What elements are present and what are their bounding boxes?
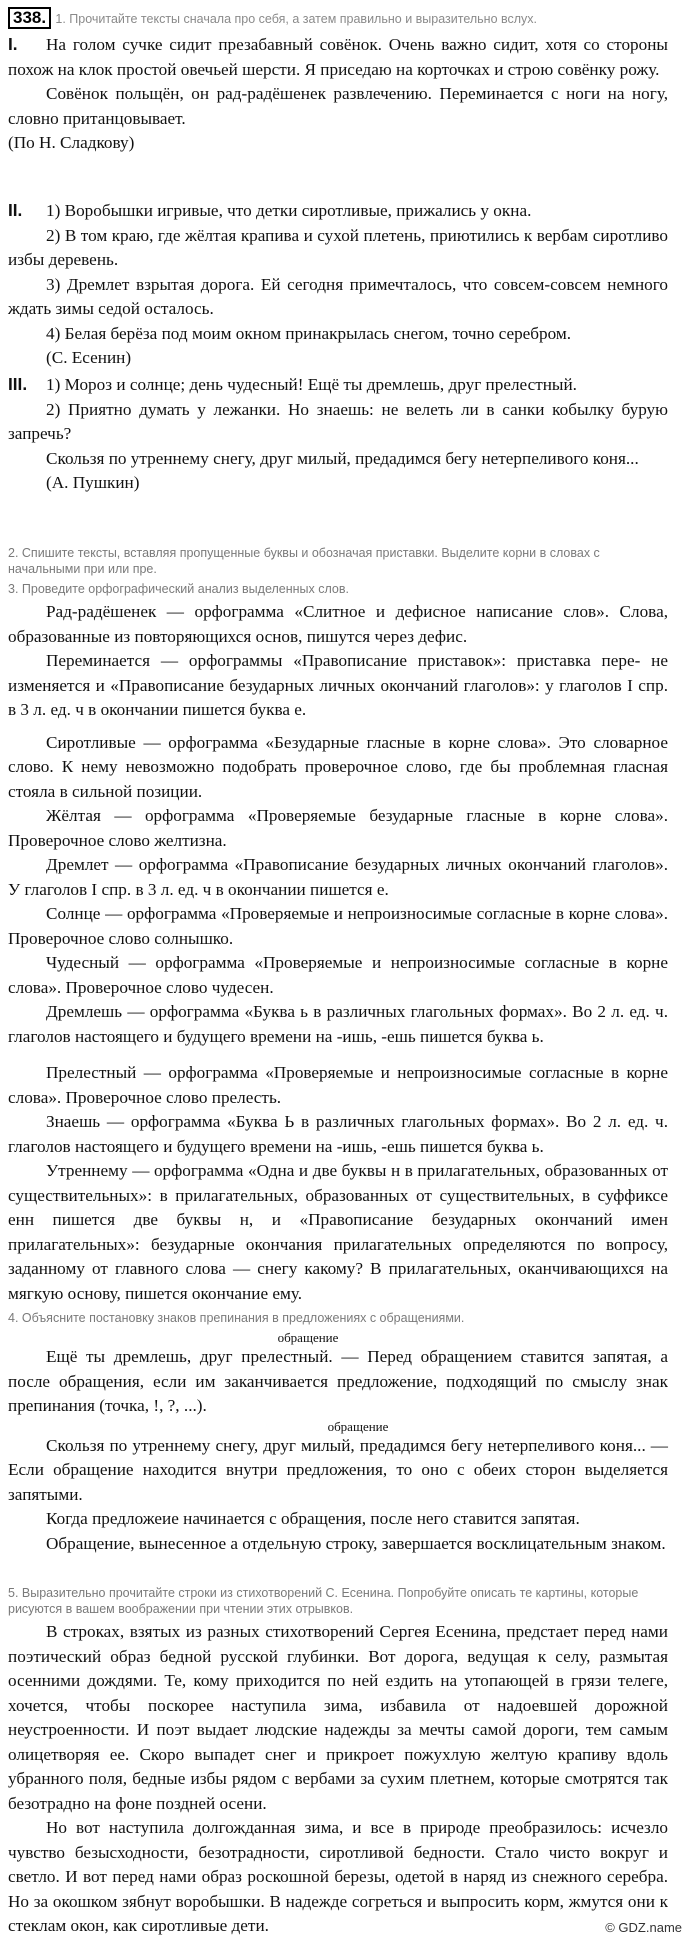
address-label: обращение: [327, 1418, 389, 1434]
analysis-item: Чудесный — орфограмма «Проверяемые и непроизносимые согласные в корне слова». Проверочное слово чудесен.: [8, 953, 668, 997]
exercise-number: 338.: [8, 7, 51, 29]
text-1-paragraph-1: На голом сучке сидит презабавный совёнок. Очень важно сидит, хотя со стороны похож на клок простой овечьей шерсти. Я приседаю на корточках и строю совёнку рожу.: [8, 35, 668, 79]
text-2: [8, 198, 668, 371]
watermark: © GDZ.name: [605, 1920, 682, 1935]
text-3: [8, 372, 668, 496]
analysis-item: Рад-радёшенек — орфограмма «Слитное и дефисное написание слов». Слова, образованные из повторяющихся основ, пишутся через дефис.: [8, 602, 668, 646]
text-2-label: II.: [8, 200, 23, 220]
exercise-header: [8, 6, 668, 32]
analysis-item: Солнце — орфограмма «Проверяемые и непроизносимые согласные в корне слова». Проверочное слово солнышко.: [8, 904, 668, 948]
analysis-item: Жёлтая — орфограмма «Проверяемые безударные гласные в корне слова». Проверочное слово желтизна.: [8, 806, 668, 850]
text-2-author: (С. Есенин): [46, 348, 132, 367]
text-3-label: III.: [8, 374, 28, 394]
analysis-item: Переминается — орфограммы «Правописание приставок»: приставка пере- не изменяется и «Правописание безударных личных окончаний глаголов»: у глаголов I спр. в 3 л. ед. ч в окончании пишется буква е.: [8, 651, 668, 719]
analysis-item: Дремлет — орфограмма «Правописание безударных личных окончаний глаголов». У глаголов I спр. в 3 л. ед. ч в окончании пишется е.: [8, 855, 668, 899]
text-2-line-4: 4) Белая берёза под моим окном принакрылась снегом, точно серебром.: [46, 323, 572, 343]
task-5: 5. Выразительно прочитайте строки из стихотворений С. Есенина. Попробуйте описать те картины, которые рисуются в вашем воображении при чтении этих отрывков.: [8, 1586, 639, 1616]
analysis-item: Прелестный — орфограмма «Проверяемые и непроизносимые согласные в корне слова». Проверочное слово прелесть.: [8, 1063, 668, 1107]
punctuation-rule-3: Когда предложеие начинается с обращения, после него ставится запятая.: [46, 1509, 580, 1528]
text-1-paragraph-2: Совёнок польщён, он рад-радёшенек развлечению. Переминается с ноги на ногу, словно пританцовывает.: [8, 84, 668, 128]
text-3-author: (А. Пушкин): [46, 473, 140, 492]
punctuation-block: [8, 1330, 668, 1556]
task-1: 1. Прочитайте тексты сначала про себя, а затем правильно и выразительно вслух.: [55, 12, 538, 26]
text-1: [8, 32, 668, 156]
task-4: 4. Объясните постановку знаков препинания в предложениях с обращениями.: [8, 1311, 465, 1325]
essay-block: [8, 1620, 668, 1939]
text-3-line-3: Скользя по утреннему снегу, друг милый, предадимся бегу нетерпеливого коня...: [46, 448, 639, 468]
analysis-item: Сиротливые — орфограмма «Безударные гласные в корне слова». Это словарное слово. К нему невозможно подобрать проверочное слово, где бы проблемная гласная стояла в сильной позиции.: [8, 732, 668, 801]
analysis-block: [8, 600, 668, 1306]
task-2: 2. Спишите тексты, вставляя пропущенные буквы и обозначая приставки. Выделите корни в словах с начальными при или пре.: [8, 546, 600, 576]
analysis-item: Утреннему — орфограмма «Одна и две буквы н в прилагательных, образованных от существительных»: в прилагательных, образованных от существительных, в суффиксе енн пишется две буквы н, и «Правописание безударных окончаний имен прилагательных»: безударные окончания прилагательных определяются по вопросу, заданному от главного слова — снегу какому? В прилагательных, оканчивающихся на мягкую основу, пишется окончание ему.: [8, 1161, 668, 1303]
analysis-item: Дремлешь — орфограмма «Буква ь в различных глагольных формах». Во 2 л. ед. ч. глаголов настоящего и будущего времени на -ишь, -ешь пишется буква ь.: [8, 1002, 668, 1046]
punctuation-rule-4: Обращение, вынесенное а отдельную строку, завершается восклицательным знаком.: [46, 1533, 666, 1553]
punctuation-example-1: Ещё ты дремлешь, друг прелестный. — Перед обращением ставится запятая, а после обращения, если им заканчивается предложение, подходящий по смыслу знак препинания (точка, !, ?, ...).: [8, 1347, 668, 1415]
essay-paragraph-1: В строках, взятых из разных стихотворений Сергея Есенина, предстает перед нами поэтический образ бедной русской глубинки. Вот дорога, ведущая к селу, размытая осенними дождями. Те, кому приходится по ней ездить на утопающей в грязи телеге, хочется, чтобы поскорее наступила зима, избавила от надоевшей дорожной неустроенности. И поэт выдает людские надежды за мечты самой дороги, тем самым олицетворяя ее. Скоро выпадет снег и прикроет пожухлую желтую крапиву вдоль убранного поля, бедные избы рядом с вербами за сухим плетнем, которые смотрятся так безотрадно на фоне поздней осени.: [8, 1622, 668, 1813]
punctuation-example-2: Скользя по утреннему снегу, друг милый, предадимся бегу нетерпеливого коня... — Если обращение находится внутри предложения, то оно с обеих сторон выделяется запятыми.: [8, 1435, 668, 1504]
text-3-line-2: 2) Приятно думать у лежанки. Но знаешь: не велеть ли в санки кобылку бурую запречь?: [8, 399, 668, 443]
text-1-label: I.: [8, 34, 18, 54]
text-2-line-3: 3) Дремлет взрытая дорога. Ей сегодня примечталось, что совсем-совсем немного ждать зимы седой осталось.: [8, 274, 668, 318]
task-3: 3. Проведите орфографический анализ выделенных слов.: [8, 582, 349, 596]
text-2-line-1: 1) Воробышки игривые, что детки сиротливые, прижались у окна.: [46, 201, 532, 220]
text-1-author: (По Н. Сладкову): [8, 133, 135, 152]
text-2-line-2: 2) В том краю, где жёлтая крапива и сухой плетень, приютились к вербам сиротливо избы деревень.: [8, 225, 668, 269]
essay-paragraph-2: Но вот наступила долгожданная зима, и все в природе преобразилось: исчезло чувство безысходности, безотрадности, сиротливой бедности. Стало чисто вокруг и светло. И вот перед нами образ роскошной березы, одетой в наряд из снежного серебра. Но за окошком зябнут воробышки. В надежде согреться и выпросить корм, жмутся они к стеклам окон, как сиротливые дети.: [8, 1818, 668, 1935]
address-label: обращение: [277, 1330, 339, 1345]
text-3-line-1: 1) Мороз и солнце; день чудесный! Ещё ты дремлешь, друг прелестный.: [46, 375, 577, 394]
analysis-item: Знаешь — орфограмма «Буква Ь в различных глагольных формах». Во 2 л. ед. ч. глаголов настоящего и будущего времени на -ишь, -ешь пишется буква ь.: [8, 1112, 668, 1156]
